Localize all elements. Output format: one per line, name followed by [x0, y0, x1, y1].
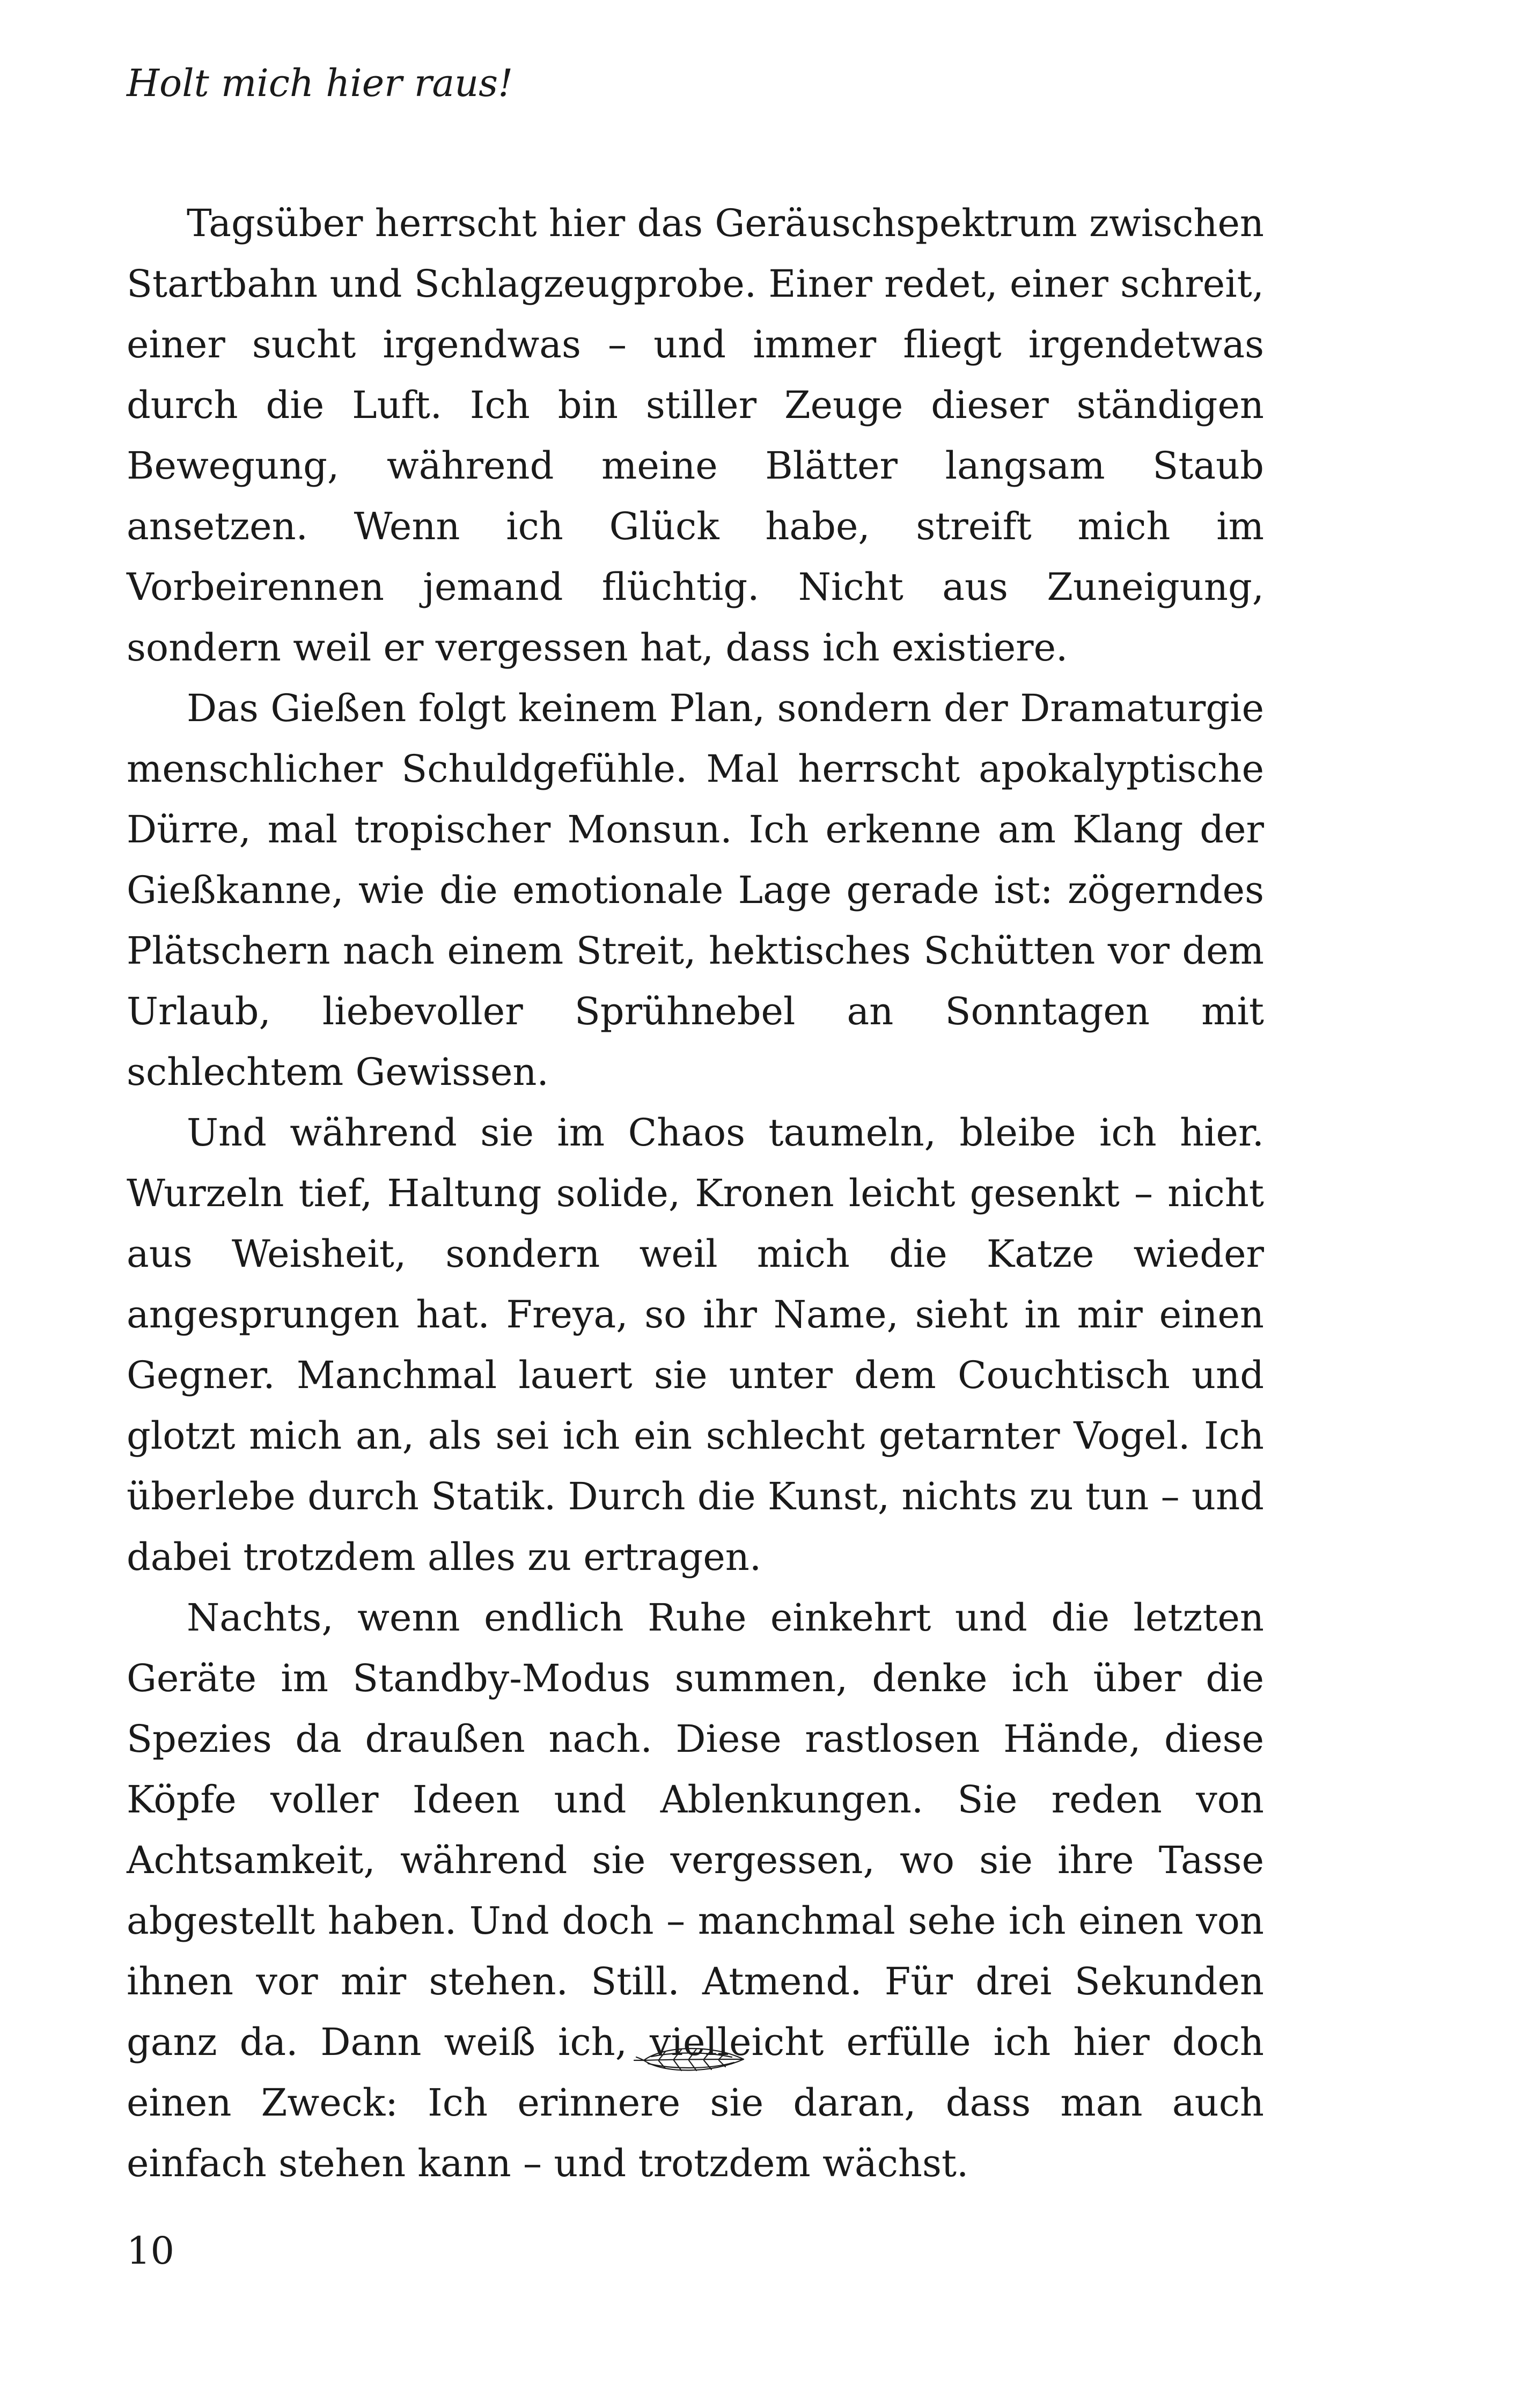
paragraph: Nachts, wenn endlich Ruhe einkehrt und die letzten Geräte im Standby-Modus summen, denke ich über die Spezies da draußen nach. Diese rastlosen Hände, diese Köpfe voller Ideen und Ablenkungen. Sie reden von Achtsamkeit, während sie vergessen, wo sie ihre Tasse abgestellt haben. Und doch – manchmal sehe ich einen von ihnen vor mir stehen. Still. Atmend. Für drei Sekunden ganz da. Dann weiß ich, vielleicht erfülle ich hier doch einen Zweck: Ich erinnere sie daran, dass man auch einfach stehen kann – und trotzdem wächst.: [127, 1596, 1264, 2185]
body-text: [127, 193, 1264, 2194]
page-number: 10: [127, 2229, 175, 2273]
paragraph: Und während sie im Chaos taumeln, bleibe ich hier. Wurzeln tief, Haltung solide, Kronen leicht gesenkt – nicht aus Weisheit, sondern weil mich die Katze wieder angesprungen hat. Freya, so ihr Name, sieht in mir einen Gegner. Manchmal lauert sie unter dem Couchtisch und glotzt mich an, als sei ich ein schlecht getarnter Vogel. Ich überlebe durch Statik. Durch die Kunst, nichts zu tun – und dabei trotzdem alles zu ertragen.: [127, 1111, 1264, 1579]
leaf-ornament-icon: [632, 2039, 750, 2082]
paragraph: Tagsüber herrscht hier das Geräuschspektrum zwischen Startbahn und Schlagzeugprobe. Einer redet, einer schreit, einer sucht irgendwas – und immer fliegt irgendetwas durch die Luft. Ich bin stiller Zeuge dieser ständigen Bewegung, während meine Blätter langsam Staub ansetzen. Wenn ich Glück habe, streift mich im Vorbeirennen jemand flüchtig. Nicht aus Zuneigung, sondern weil er vergessen hat, dass ich existiere.: [127, 201, 1264, 670]
paragraph: Das Gießen folgt keinem Plan, sondern der Dramaturgie menschlicher Schuldgefühle. Mal herrscht apokalyptische Dürre, mal tropischer Monsun. Ich erkenne am Klang der Gießkanne, wie die emotionale Lage gerade ist: zögerndes Plätschern nach einem Streit, hektisches Schütten vor dem Urlaub, liebevoller Sprühnebel an Sonntagen mit schlechtem Gewissen.: [127, 686, 1264, 1094]
running-head: Holt mich hier raus!: [127, 61, 513, 105]
